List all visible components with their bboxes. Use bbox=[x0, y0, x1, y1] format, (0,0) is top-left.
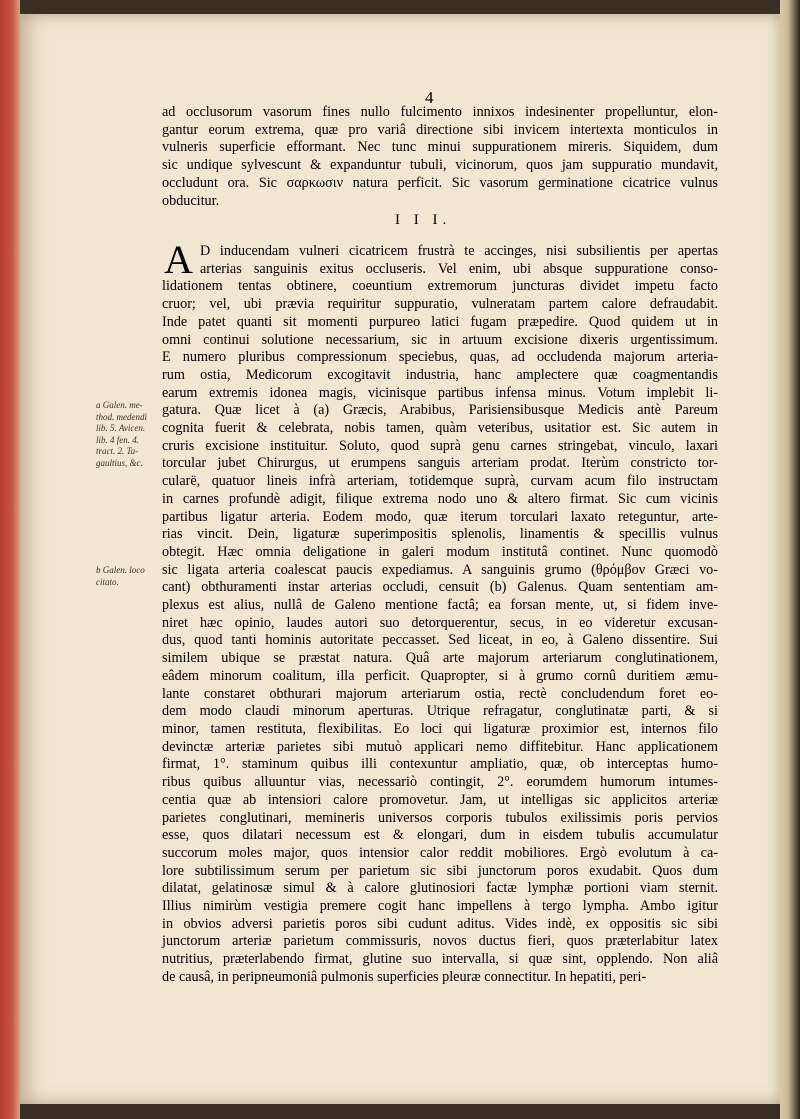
text-line: firmat, 1°. staminum quibus illi contexuntur ampliatio, quæ, ob interceptas humo- bbox=[162, 756, 718, 773]
text-line: Illius nimirùm vestigia premere cogit hanc impellens à tergo lympha. Ambo igitur bbox=[162, 898, 718, 915]
margin-note-line: citato. bbox=[96, 576, 119, 587]
margin-note-line: thod. medendi bbox=[96, 411, 147, 422]
margin-note-line: tract. 2. Ta- bbox=[96, 446, 139, 456]
text-line: torcular jubet Chirurgus, ut erumpens sanguis arteriam prodat. Iterùm constricto tor- bbox=[162, 455, 718, 472]
text-line: plexus est alius, nullâ de Galeno mentione factâ; ea forsan mente, ut, si fidem inve- bbox=[162, 597, 718, 614]
text-line: similem ubique se præstat natura. Quâ arte majorum arteriarum conglutinationem, bbox=[162, 650, 718, 667]
text-line: lidationem tentas obtinere, coeuntium extremorum juncturas dividet impetu facto bbox=[162, 278, 718, 295]
text-line: cruor; vel, ubi prævia requiritur suppuratio, vulneratam partem calore defraudabit. bbox=[162, 296, 718, 313]
text-line: D inducendam vulneri cicatricem frustrà te accinges, nisi subsilientis per apertas bbox=[200, 243, 718, 259]
text-line: minor, tamen restituta, flexibilitas. Eo loci qui ligaturæ proximior est, internos filo bbox=[162, 720, 718, 737]
text-line: junctorum arteriæ parietum commissuris, novos ductus fieri, quos præterlabitur latex bbox=[162, 933, 718, 950]
text-line: centia quæ ab intensiori calore promovetur. Jam, ut intelligas sic applicitos arteriæ bbox=[162, 791, 718, 808]
text-line: cognita fuerit & celebrata, nobis tamen, quàm veteribus, usitatior est. Sic autem in bbox=[162, 420, 718, 437]
text-line: in carnes profundè adigit, filique extrema nodo uno & altero firmat. Sic cum vicinis bbox=[162, 490, 718, 507]
text-line: E numero pluribus compressionum speciebus, quas, ad occludenda majorum arteria- bbox=[162, 349, 718, 366]
text-line: partibus ligatur arteria. Eodem modo, quæ iterum torculari laxato reteguntur, arte- bbox=[162, 508, 718, 525]
text-line: rum ostia, Medicorum excogitavit industria, hanc amplectere quæ coagmentandis bbox=[162, 366, 718, 383]
drop-cap: A bbox=[164, 237, 193, 282]
paragraph-2 bbox=[162, 237, 718, 987]
text-line: de causâ, in peripneumoniâ pulmonis superficies pleuræ connectitur. In hepatiti, peri- bbox=[162, 968, 647, 985]
text-line: dem modo claudi minorum aperturas. Utrique refragatur, conglutinatæ parti, & si bbox=[162, 703, 718, 720]
text-line: cularë, quatuor lineis infrà arteriam, totidemque suprà, curvam acum filo instructam bbox=[162, 473, 718, 490]
text-line: niret hæc opinio, laudes autori suo detorquerentur, secus, in eo videretur excusan- bbox=[162, 614, 718, 631]
text-line: obducitur. bbox=[162, 192, 220, 209]
text-line: omni continui solutione necessarium, sic in artuum excisione dixeris urgentissimum. bbox=[162, 331, 718, 348]
margin-note-line: lib. 4 fen. 4. bbox=[96, 434, 139, 445]
text-line: succorum moles major, quos intensior calor reddit mobiliores. Ergò evolutum à ca- bbox=[162, 844, 718, 861]
margin-note-a bbox=[96, 400, 162, 469]
text-line: Inde patet quanti sit momenti purpureo latici fugam præpedire. Quod quidem ut in bbox=[162, 313, 718, 330]
text-line: ribus quibus alluuntur vias, necessariò contingit, 2°. eorumdem humorum intumes- bbox=[162, 774, 718, 791]
text-line: obtegit. Hæc omnia deligatione in galeri modum institutâ continet. Nunc quomodò bbox=[162, 543, 718, 560]
margin-note-line: gaultius, &c. bbox=[96, 457, 143, 468]
text-line: esse, quos dilatari necessum est & elongari, dum in eisdem tubulis accumulatur bbox=[162, 827, 718, 844]
text-line: parietes conglutinari, memineris universos corporis tubulos exilissimis poris pervios bbox=[162, 809, 718, 826]
text-line: arterias sanguinis exitus occluseris. Vel enim, ubi absque suppuratione conso- bbox=[200, 260, 718, 277]
bottom-shadow bbox=[20, 1104, 780, 1119]
text-line: dilatat, gelatinosæ simul & à calore glutinosiori factæ lymphæ portioni viam sternit. bbox=[162, 880, 718, 897]
text-line: sic undique sylvescunt & expanduntur tubuli, vicinorum, quos jam suppuratio mundavit, bbox=[162, 157, 718, 174]
margin-note-line: b Galen. loco bbox=[96, 565, 145, 575]
text-line: devinctæ arteriæ parietes sibi mutuò applicari nemo diffitebitur. Hanc applicationem bbox=[162, 738, 718, 755]
book-spine bbox=[0, 0, 20, 1119]
text-line: earum extremis idonea magis, vicinisque partibus infensa minus. Votum implebit li- bbox=[162, 384, 718, 401]
margin-note-b bbox=[96, 565, 162, 588]
margin-note-line: lib. 5. Avicen. bbox=[96, 423, 146, 433]
text-line: vulneris superficie efformant. Nec tunc minui suppurationem mireris. Siquidem, dum bbox=[162, 139, 718, 156]
text-line: occludunt ora. Sic σαρκωσιν natura perficit. Sic vasorum germinatione cicatrice vulnus bbox=[162, 174, 718, 191]
text-line: sic ligata arteria coalescat paucis expediamus. A sanguinis grumo (θρόμβον Græci vo- bbox=[162, 561, 718, 578]
section-heading: I I I. bbox=[395, 212, 452, 228]
text-line: cant) obthuramenti instar arterias occludi, censuit (b) Galenus. Quam sententiam am- bbox=[162, 579, 718, 596]
text-line: nutritius, præterlabendo firmat, glutine suo intervalla, si quæ sint, opplendo. Non aliâ bbox=[162, 951, 718, 968]
margin-note-line: a Galen. me- bbox=[96, 400, 143, 410]
text-line: lante constaret obthurari majorum arteriarum ostia, rectè concludendum foret eo- bbox=[162, 685, 718, 702]
text-line: dus, quod tanti hominis autoritate peccasset. Sed liceat, in eo, à Galeno dissentire. Sui bbox=[162, 632, 718, 649]
text-line: lore subtilissimum serum per parietum sic sibi junctorum poros exudabit. Quos dum bbox=[162, 862, 718, 879]
text-line: gantur eorum extrema, quæ pro variâ directione sibi invicem intertexta monticulos in bbox=[162, 121, 718, 138]
paragraph-1 bbox=[162, 104, 718, 210]
page-number: 4 bbox=[425, 88, 434, 107]
text-line: eâdem minorum coalitum, illa perficit. Quapropter, si à grumo cornû duritiem æmu- bbox=[162, 667, 718, 684]
text-line: ad occlusorum vasorum fines nullo fulcimento innixos indesinenter propelluntur, elon- bbox=[162, 104, 718, 120]
text-line: gatura. Quæ licet à (a) Græcis, Arabibus, Parisiensibusque Medicis antè Pareum bbox=[162, 402, 718, 419]
page-edge bbox=[780, 0, 800, 1119]
text-line: rias vincit. Dein, ligaturæ superimpositis splenolis, linamentis & specillis vulnus bbox=[162, 526, 718, 543]
top-shadow bbox=[20, 0, 780, 14]
text-line: cruris excisione instituitur. Soluto, quod suprà genu carnes stringebat, vinculo, laxari bbox=[162, 437, 718, 454]
text-line: in obvios adversi parietis poros sibi cudunt aditus. Vides indè, ex oppositis sic sibi bbox=[162, 915, 718, 932]
